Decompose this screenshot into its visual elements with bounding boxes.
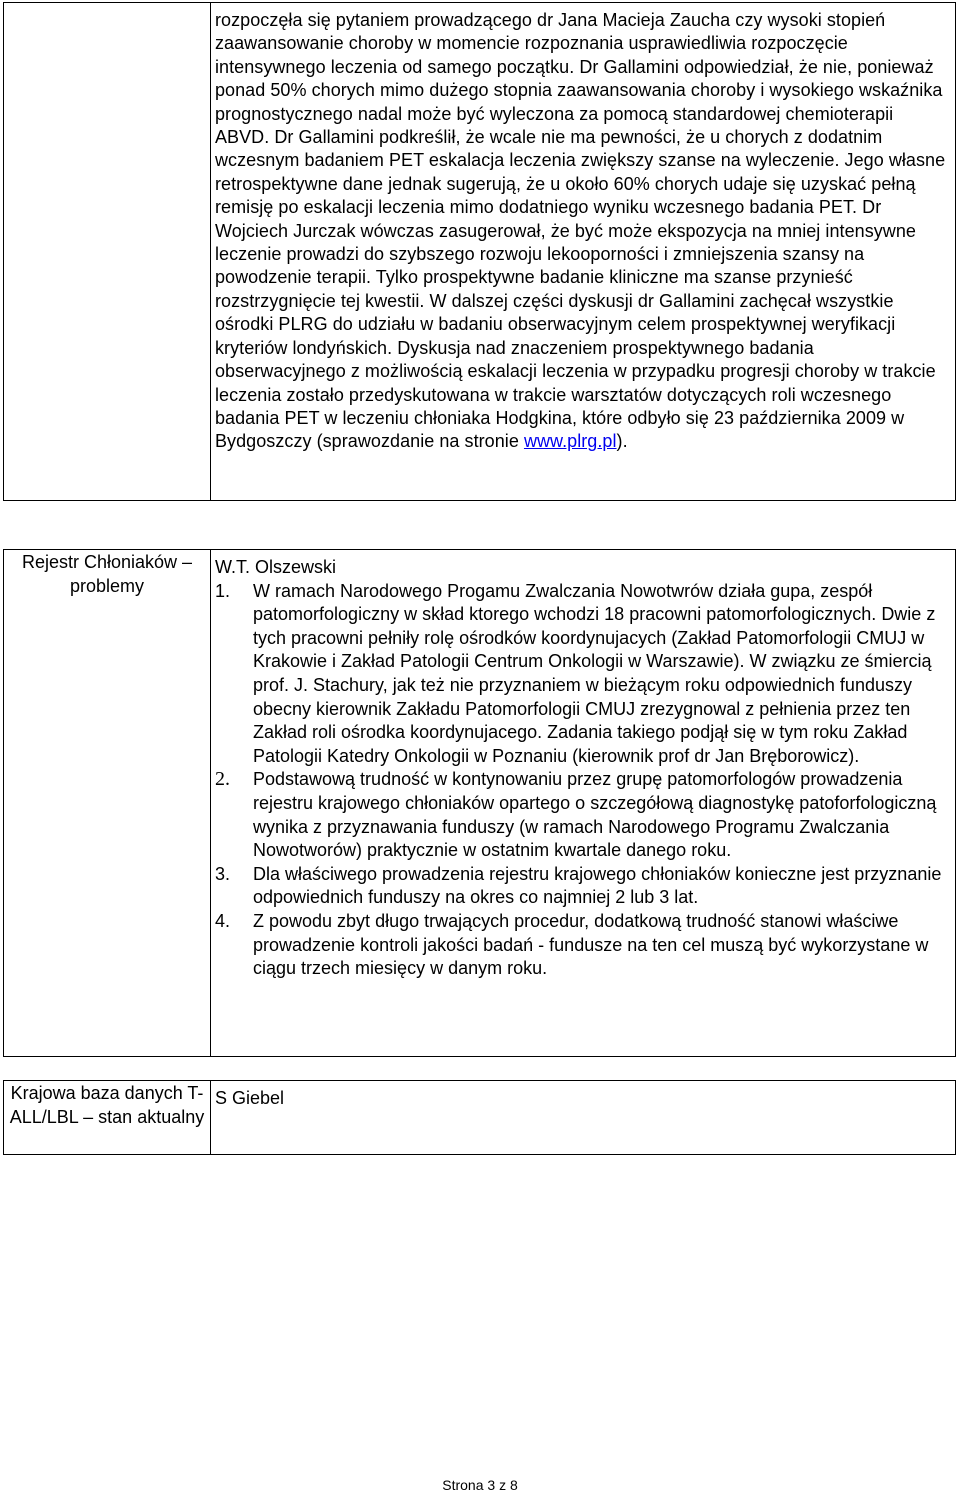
content-cell	[210, 1080, 956, 1155]
item-text: Dla właściwego prowadzenia rejestru krajowego chłoniaków konieczne jest przyznanie odpowiednich funduszy na okres co najmniej 2 lub 3 lat.	[253, 863, 942, 908]
problem-list	[215, 580, 949, 981]
list-item	[215, 863, 949, 910]
author-name: W.T. Olszewski	[215, 557, 337, 577]
topic-label: Krajowa baza danych T-ALL/LBL – stan aktualny	[9, 1083, 205, 1127]
topic-cell	[3, 1080, 211, 1155]
item-number: 3.	[215, 863, 231, 884]
list-item	[215, 910, 949, 981]
item-text: Z powodu zbyt długo trwających procedur, dodatkową trudność stanowi właściwe prowadzenie kontroli jakości badań - fundusze na ten cel muszą być wykorzystane w ciągu trzech miesięcy w danym roku.	[253, 910, 929, 979]
list-item	[215, 768, 949, 862]
topic-cell	[3, 2, 211, 501]
item-number: 4.	[215, 910, 231, 931]
paragraph-tail: ).	[616, 431, 628, 452]
content-cell	[210, 2, 956, 501]
item-text: Podstawową trudność w kontynowaniu przez grupę patomorfologów prowadzenia rejestru krajowego chłoniaków opartego o szczegółową diagnostykę patoforfologiczną wynika z przyznawania funduszy (w ramach Narodowego Programu Zwalczania Nowotworów) praktycznie w ostatnim kwartale danego roku.	[253, 769, 937, 861]
item-text: W ramach Narodowego Progamu Zwalczania Nowotwrów działa gupa, zespół patomorfologiczny w skład ktorego wchodzi 18 pracowni patomorfologicznych. Dwie z tych pracowni pełniły rolę ośrodków koordynujacych (Zakład Patomorfologii CMUJ w Krakowie i Zakład Patologii Centrum Onkologii w Warszawie). W związku ze śmiercią prof. J. Stachury, jak też nie przyznaniem w bieżącym roku odpowiednich funduszy obecny kierownik Zakładu Patomorfologii CMUJ zrezygnowal z pełnienia przez ten Zakład roli ośrodka koordynujacego. Zadania takiego podjął się w tym roku Zakład Patologii Katedry Onkologii w Poznaniu (kierownik prof dr Jan Bręborowicz).	[253, 580, 936, 766]
item-number: 2.	[215, 768, 230, 791]
author-name: S Giebel	[215, 1088, 285, 1108]
discussion-paragraph	[215, 9, 949, 454]
table-row	[3, 549, 956, 1057]
plrg-link[interactable]: www.plrg.pl	[523, 431, 617, 452]
table-row	[3, 1080, 956, 1155]
list-item	[215, 580, 949, 769]
item-number: 1.	[215, 580, 231, 601]
topic-cell	[3, 549, 211, 1057]
content-cell	[210, 549, 956, 1057]
topic-label: Rejestr Chłoniaków – problemy	[21, 552, 193, 596]
page-number: Strona 3 z 8	[442, 1477, 518, 1493]
table-row	[3, 2, 956, 501]
paragraph-text: rozpoczęła się pytaniem prowadzącego dr Jana Macieja Zaucha czy wysoki stopień zaawansowanie choroby w momencie rozpoznania usprawiedliwia rozpoczęcie intensywnego leczenia od samego początku. Dr Gallamini odpowiedział, że nie, ponieważ ponad 50% chorych mimo dużego stopnia zaawansowania choroby i wysokiego wskaźnika prognostycznego nadal może być wyleczona za pomocą standardowej chemioterapii ABVD. Dr Gallamini podkreślił, że wcale nie ma pewności, że u chorych z dodatnim wczesnym badaniem PET eskalacja leczenia zwiększy szanse na wyleczenie. Jego własne retrospektywne dane jednak sugerują, że u około 60% chorych udaje się uzyskać pełną remisję po eskalacji leczenia mimo dodatniego wyniku wczesnego badania PET. Dr Wojciech Jurczak wówczas zasugerował, że być może ekspozycja na mniej intensywne leczenie prowadzi do szybszego rozwoju lekooporności i zmniejszenia szansy na powodzenie terapii. Tylko prospektywne badanie kliniczne ma szanse przynieść rozstrzygnięcie tej kwestii. W dalszej części dyskusji dr Gallamini zachęcał wszystkie ośrodki PLRG do udziału w badaniu obserwacyjnym celem prospektywnej weryfikacji kryteriów londyńskich. Dyskusja nad znaczeniem prospektywnego badania obserwacyjnego z możliwością eskalacji leczenia w przypadku progresji choroby w trakcie leczenia zostało przedyskutowana w trakcie warsztatów dotyczących roli wczesnego badania PET w leczeniu chłoniaka Hodgkina, które odbyło się 23 października 2009 w Bydgoszczy (sprawozdanie na stronie	[215, 10, 946, 452]
